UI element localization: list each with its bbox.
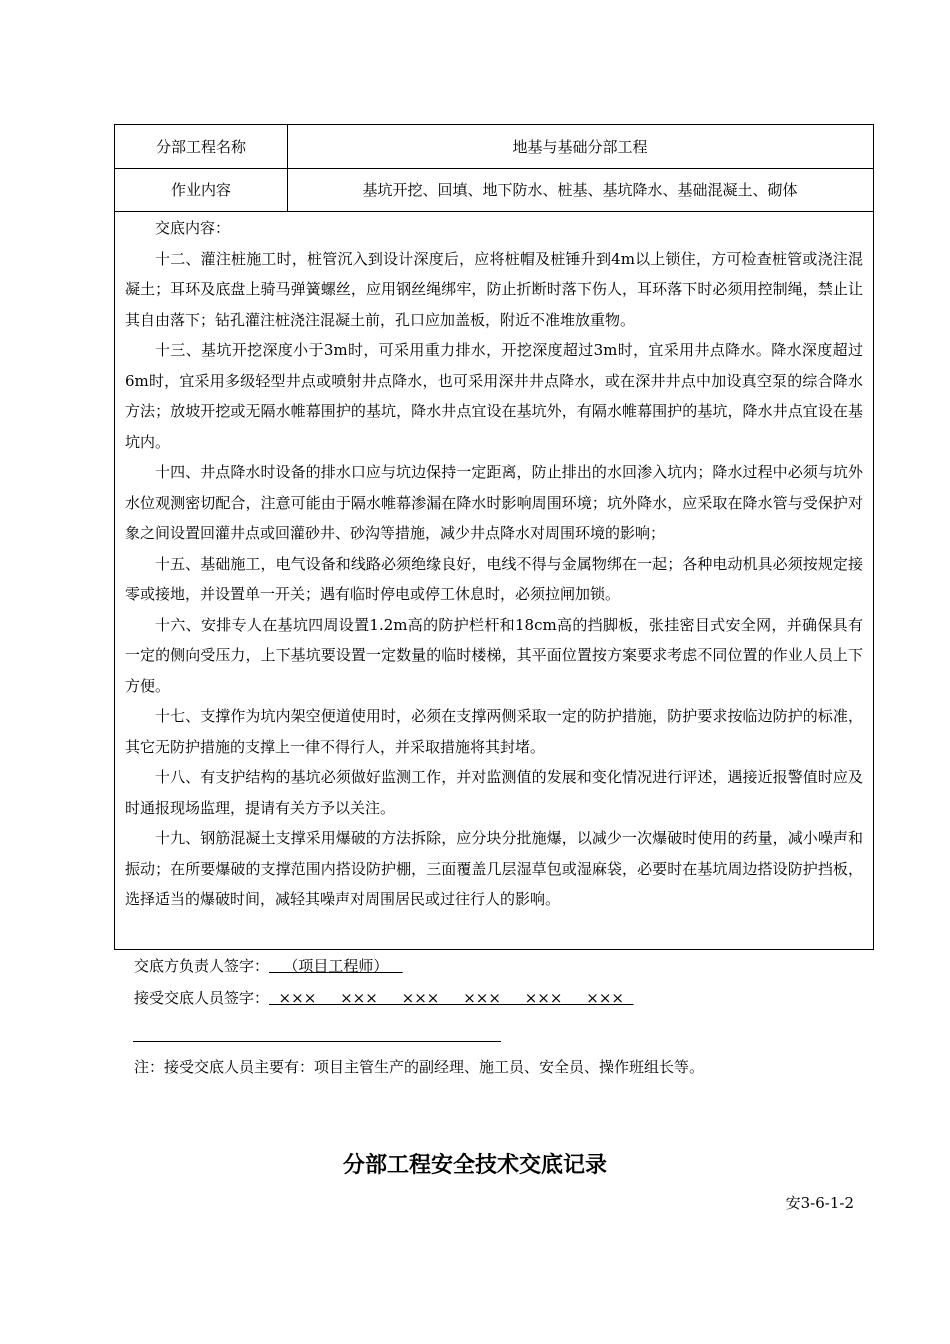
table-row-project-name [115, 125, 873, 169]
next-page-title: 分部工程安全技术交底记录 [342, 1153, 607, 1178]
disclosure-content [125, 213, 863, 915]
paragraph-16: 十六、安排专人在基坑四周设置1.2m高的防护栏杆和18cm高的挡脚板，张挂密目式安全网，并确保具有一定的侧向受压力，上下基坑要设置一定数量的临时楼梯，其平面位置按方案要求考虑不同位置的作业人员上下方便。 [125, 615, 863, 695]
paragraph-13: 十三、基坑开挖深度小于3m时，可采用重力排水，开挖深度超过3m时，宜采用井点降水。降水深度超过6m时，宜采用多级轻型井点或喷射井点降水，也可采用深井井点降水，或在深井井点中加设真空泵的综合降水方法；放坡开挖或无隔水帷幕围护的基坑，降水井点宜设在基坑外，有隔水帷幕围护的基坑，降水井点宜设在基坑内。 [125, 341, 863, 451]
work-content-value: 基坑开挖、回填、地下防水、桩基、基坑降水、基础混凝土、砌体 [362, 181, 798, 199]
receiver-signature [134, 987, 634, 1008]
paragraph-17: 十七、支撑作为坑内架空便道使用时，必须在支撑两侧采取一定的防护措施，防护要求按临边防护的标准，其它无防护措施的支撑上一律不得行人，并采取措施将其封堵。 [125, 707, 863, 756]
issuer-signature [134, 955, 403, 976]
project-name-value: 地基与基础分部工程 [512, 138, 648, 156]
paragraph-15: 十五、基础施工，电气设备和线路必须绝缘良好，电线不得与金属物绑在一起；各种电动机具必须按规定接零或接地，并设置单一开关；遇有临时停电或停工休息时，必须拉闸加锁。 [125, 554, 863, 603]
issuer-signature-label: 交底方负责人签字： [134, 957, 270, 975]
safety-disclosure-table [114, 124, 874, 950]
project-name-label: 分部工程名称 [115, 125, 288, 168]
form-code: 安3-6-1-2 [785, 1194, 854, 1212]
paragraph-14: 十四、井点降水时设备的排水口应与坑边保持一定距离，防止排出的水回渗入坑内；降水过程中必须与坑外水位观测密切配合，注意可能由于隔水帷幕渗漏在降水时影响周围环境；坑外降水，应采取在降水管与受保护对象之间设置回灌井点或回灌砂井、砂沟等措施，减少井点降水对周围环境的影响； [125, 463, 863, 542]
receiver-signature-label: 接受交底人员签字： [134, 989, 270, 1007]
paragraph-18: 十八、有支护结构的基坑必须做好监测工作，并对监测值的发展和变化情况进行评述，遇接近报警值时应及时通报现场监理，提请有关方予以关注。 [125, 768, 863, 817]
issuer-signature-value: （项目工程师） [269, 957, 403, 975]
work-content-label: 作业内容 [115, 168, 288, 211]
paragraph-12: 十二、灌注桩施工时，桩管沉入到设计深度后，应将桩帽及桩锤升到4m以上锁住，方可检查桩管或浇注混凝土；耳环及底盘上骑马弹簧螺丝，应用钢丝绳绑牢，防止折断时落下伤人，耳环落下时必须用控制绳，禁止让其自由落下；钻孔灌注桩浇注混凝土前，孔口应加盖板，附近不准堆放重物。 [125, 249, 863, 329]
paragraph-19: 十九、钢筋混凝土支撑采用爆破的方法拆除，应分块分批施爆，以减少一次爆破时使用的药量，减小噪声和振动；在所要爆破的支撑范围内搭设防护棚，三面覆盖几层湿草包或湿麻袋，必要时在基坑周边搭设防护挡板，选择适当的爆破时间，减轻其噪声对周围居民或过往行人的影响。 [125, 829, 863, 908]
signature-divider [133, 1041, 501, 1042]
table-row-work-content [115, 168, 873, 212]
receiver-signature-value: ××× ××× ××× ××× ××× ××× [269, 989, 634, 1007]
content-heading: 交底内容： [155, 219, 231, 237]
footnote: 注：接受交底人员主要有：项目主管生产的副经理、施工员、安全员、操作班组长等。 [134, 1058, 705, 1076]
